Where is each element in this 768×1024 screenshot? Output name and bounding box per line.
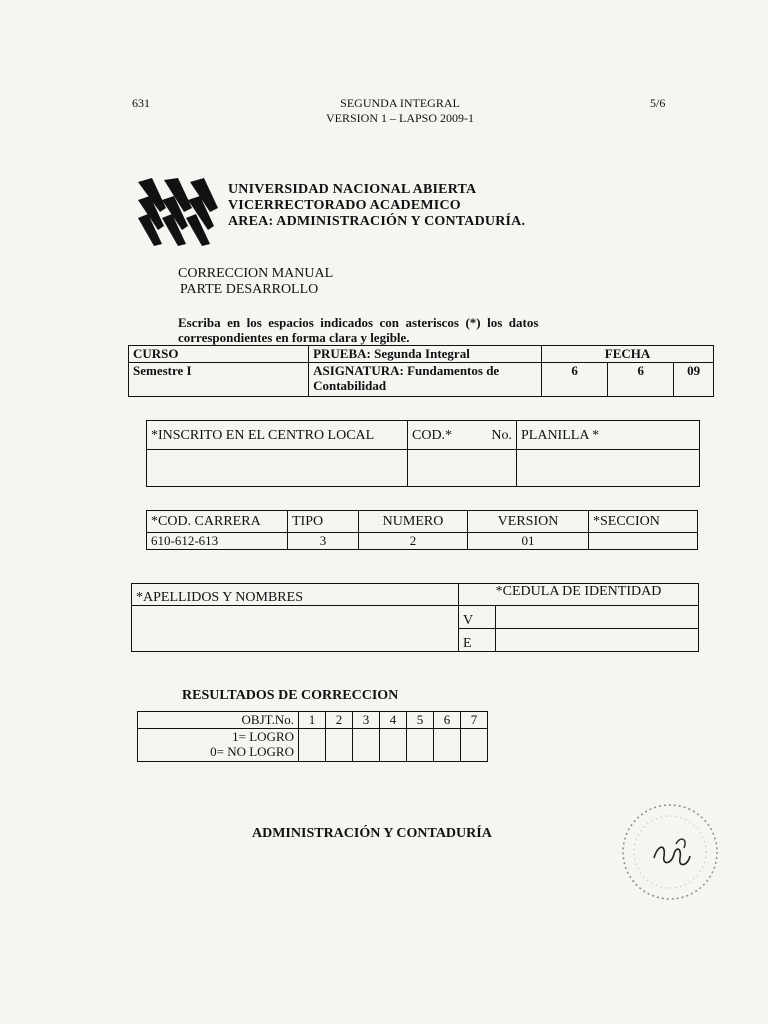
objective-6: 6: [434, 712, 461, 729]
results-table: [137, 711, 488, 762]
result-cell-5[interactable]: [407, 729, 434, 762]
asignatura-line-2: Contabilidad: [313, 378, 387, 393]
apellidos-label: *APELLIDOS Y NOMBRES: [132, 584, 459, 606]
fecha-label: FECHA: [542, 346, 714, 363]
result-cell-1[interactable]: [299, 729, 326, 762]
department-title: ADMINISTRACIÓN Y CONTADURÍA: [252, 826, 492, 841]
asignatura-line-1: ASIGNATURA: Fundamentos de: [313, 363, 500, 378]
no-text: No.: [491, 427, 512, 443]
cod-carrera-value[interactable]: 610-612-613: [147, 533, 288, 550]
seccion-field[interactable]: [589, 533, 698, 550]
logro-label: 1= LOGRO: [232, 729, 294, 744]
fecha-day: 6: [542, 363, 608, 397]
result-cell-2[interactable]: [326, 729, 353, 762]
semestre-value: Semestre I: [129, 363, 309, 397]
logro-legend: [138, 729, 299, 762]
official-stamp: [618, 800, 722, 904]
exam-header: [300, 96, 500, 126]
objective-4: 4: [380, 712, 407, 729]
planilla-field[interactable]: [517, 450, 700, 487]
inscrito-field[interactable]: [147, 450, 408, 487]
planilla-label: PLANILLA *: [517, 421, 700, 450]
no-logro-label: 0= NO LOGRO: [210, 744, 294, 759]
cod-text: COD.*: [412, 427, 453, 443]
page-number: 5/6: [650, 96, 666, 110]
inscrito-label: *INSCRITO EN EL CENTRO LOCAL: [147, 421, 408, 450]
fecha-year: 09: [674, 363, 714, 397]
objective-1: 1: [299, 712, 326, 729]
objective-7: 7: [461, 712, 488, 729]
cod-field[interactable]: [408, 450, 517, 487]
university-name: UNIVERSIDAD NACIONAL ABIERTA: [228, 182, 477, 197]
objective-5: 5: [407, 712, 434, 729]
identity-table: [131, 583, 699, 652]
section-title-1: CORRECCION MANUAL: [178, 266, 334, 281]
cedula-label: *CEDULA DE IDENTIDAD: [459, 584, 699, 606]
center-table: [146, 420, 700, 487]
university-logo: [138, 178, 218, 246]
results-title: RESULTADOS DE CORRECCION: [182, 688, 399, 703]
asignatura-cell: [309, 363, 542, 397]
result-cell-7[interactable]: [461, 729, 488, 762]
cod-carrera-header: *COD. CARRERA: [147, 511, 288, 533]
result-cell-4[interactable]: [380, 729, 407, 762]
version-line: VERSION 1 – LAPSO 2009-1: [325, 111, 474, 125]
fecha-month: 6: [608, 363, 674, 397]
vice-rectorate: VICERRECTORADO ACADEMICO: [228, 198, 461, 213]
institution-block: [228, 182, 525, 230]
prueba-label: PRUEBA: Segunda Integral: [309, 346, 542, 363]
cedula-v-field[interactable]: [496, 606, 699, 629]
section-title-2: PARTE DESARROLLO: [180, 282, 319, 297]
cedula-e-field[interactable]: [496, 629, 699, 652]
instructions-line-1: Escriba en los espacios indicados con asteriscos (*) los datos: [178, 315, 539, 330]
result-cell-3[interactable]: [353, 729, 380, 762]
version-value[interactable]: 01: [468, 533, 589, 550]
v-label: V: [459, 606, 496, 629]
objective-2: 2: [326, 712, 353, 729]
objective-3: 3: [353, 712, 380, 729]
tipo-header: TIPO: [288, 511, 359, 533]
e-label: E: [459, 629, 496, 652]
seccion-header: *SECCION: [589, 511, 698, 533]
curso-label: CURSO: [129, 346, 309, 363]
course-table: [128, 345, 714, 397]
section-titles: [178, 266, 333, 298]
version-header: VERSION: [468, 511, 589, 533]
exam-title: SEGUNDA INTEGRAL: [340, 96, 460, 110]
cod-label: [408, 421, 517, 450]
area-name: AREA: ADMINISTRACIÓN Y CONTADURÍA.: [228, 214, 526, 229]
objt-label: OBJT.No.: [138, 712, 299, 729]
numero-header: NUMERO: [359, 511, 468, 533]
apellidos-field[interactable]: [132, 606, 459, 652]
page-code: 631: [132, 96, 150, 110]
instructions: [178, 315, 660, 345]
instructions-line-2: correspondientes en forma clara y legible.: [178, 330, 410, 345]
career-table: [146, 510, 698, 550]
result-cell-6[interactable]: [434, 729, 461, 762]
numero-value[interactable]: 2: [359, 533, 468, 550]
tipo-value[interactable]: 3: [288, 533, 359, 550]
